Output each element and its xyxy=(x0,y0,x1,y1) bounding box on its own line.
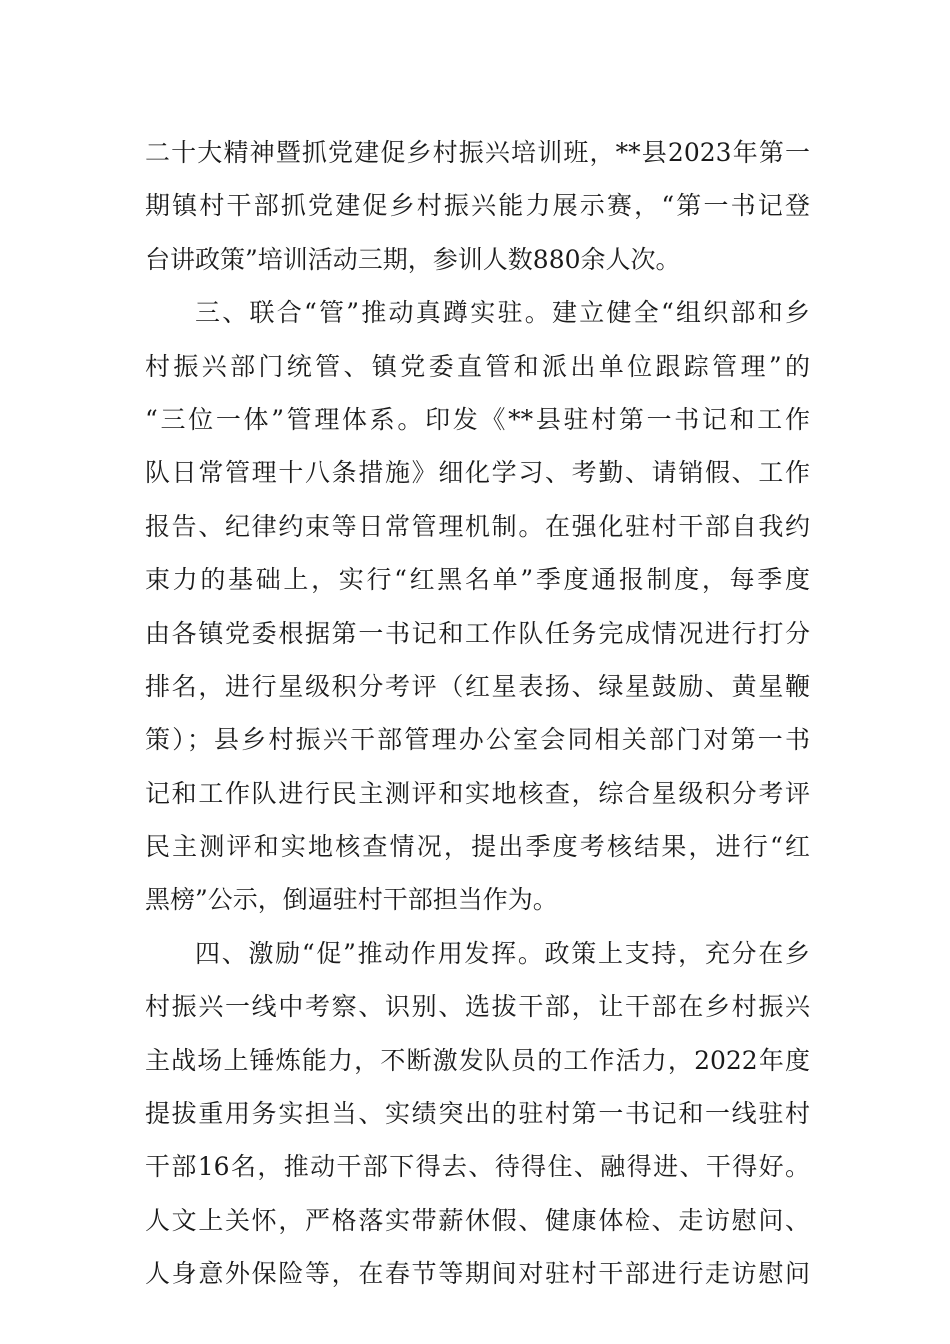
text-line: 排名，进行星级积分考评（红星表扬、绿星鼓励、黄星鞭 xyxy=(145,671,810,701)
text-line: 报告、纪律约束等日常管理机制。在强化驻村干部自我约 xyxy=(145,511,810,541)
paragraph-start-line: 四、激励“促”推动作用发挥。政策上支持，充分在乡 xyxy=(195,938,810,968)
text-line: 记和工作队进行民主测评和实地核查，综合星级积分考评 xyxy=(145,778,810,808)
text-line: 期镇村干部抓党建促乡村振兴能力展示赛，“第一书记登 xyxy=(145,191,810,221)
paragraph-start-line: 三、联合“管”推动真蹲实驻。建立健全“组织部和乡 xyxy=(195,298,810,328)
text-line: 人身意外保险等，在春节等期间对驻村干部进行走访慰问 xyxy=(145,1259,810,1289)
text-line: 黑榜”公示，倒逼驻村干部担当作为。 xyxy=(145,885,558,915)
text-line: 二十大精神暨抓党建促乡村振兴培训班，**县2023年第一 xyxy=(145,138,810,167)
text-line: “三位一体”管理体系。印发《**县驻村第一书记和工作 xyxy=(145,404,810,434)
text-line: 提拔重用务实担当、实绩突出的驻村第一书记和一线驻村 xyxy=(145,1099,810,1129)
text-line: 主战场上锤炼能力，不断激发队员的工作活力，2022年度 xyxy=(145,1045,810,1075)
text-line: 村振兴部门统管、镇党委直管和派出单位跟踪管理”的 xyxy=(145,351,810,381)
text-line: 队日常管理十八条措施》细化学习、考勤、请销假、工作 xyxy=(145,458,810,488)
text-line: 台讲政策”培训活动三期，参训人数880余人次。 xyxy=(145,244,681,274)
text-line: 由各镇党委根据第一书记和工作队任务完成情况进行打分 xyxy=(145,618,810,648)
text-line: 束力的基础上，实行“红黑名单”季度通报制度，每季度 xyxy=(145,565,810,595)
text-line: 干部16名，推动干部下得去、待得住、融得进、干得好。 xyxy=(145,1152,810,1182)
document-body xyxy=(145,126,810,1301)
text-line: 策）；县乡村振兴干部管理办公室会同相关部门对第一书 xyxy=(145,725,810,755)
text-line: 村振兴一线中考察、识别、选拔干部，让干部在乡村振兴 xyxy=(145,992,810,1022)
text-line: 民主测评和实地核查情况，提出季度考核结果，进行“红 xyxy=(145,832,810,862)
text-line: 人文上关怀，严格落实带薪休假、健康体检、走访慰问、 xyxy=(145,1205,810,1235)
